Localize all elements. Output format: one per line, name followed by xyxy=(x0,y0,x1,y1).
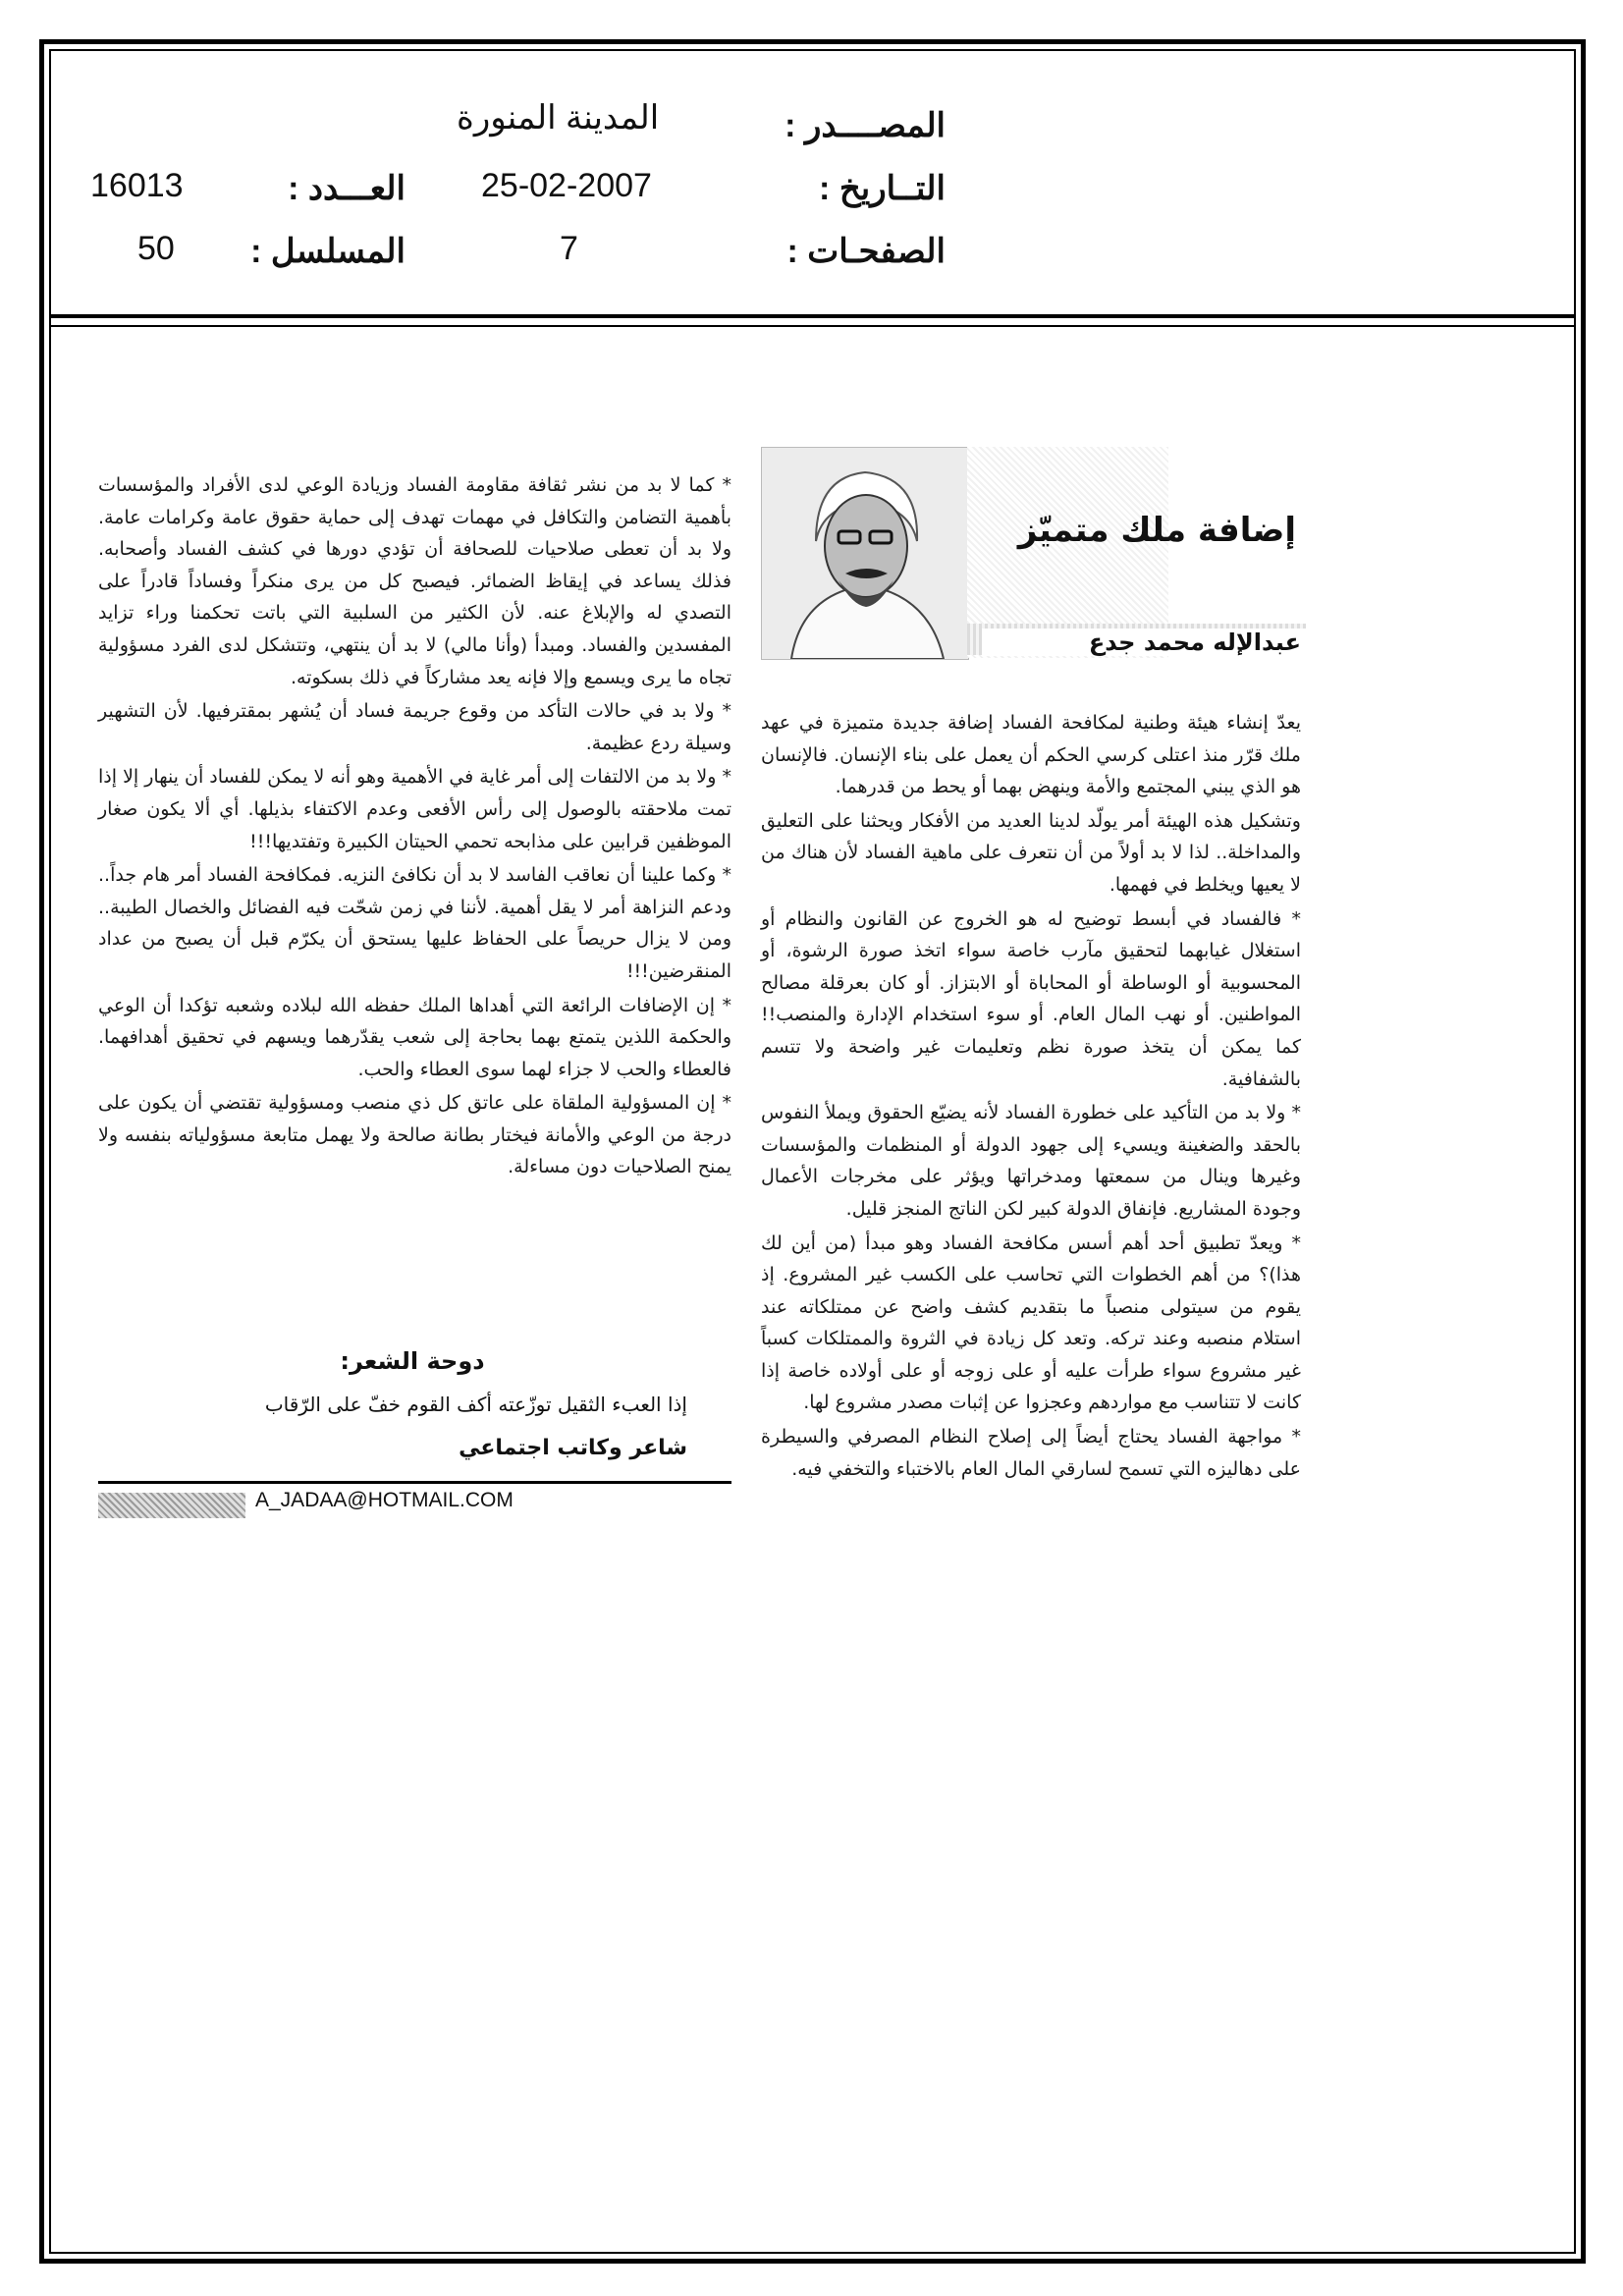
serial-label: المسلسل : xyxy=(250,233,406,270)
source-label: المصــــدر : xyxy=(784,107,946,144)
issue-label: العـــدد : xyxy=(288,170,406,207)
header-divider-thin xyxy=(49,325,1576,327)
paragraph: * ويعدّ تطبيق أحد أهم أسس مكافحة الفساد وهو مبدأ (من أين لك هذا)؟ من أهم الخطوات التي تحاسب على الكسب غير المشروع. إذ يقوم من سيتولى منصباً ما بتقديم كشف واضح عن ممتلكاته عند استلام منصبه وعند تركه. وتعد كل زيادة في الثروة والممتلكات كسباً غير مشروع سواء طرأت عليه أو على زوجه أو على أولاده خاصة إذا كانت لا تتناسب مع مواردهم وعجزوا عن إثبات مصدر مشروع لها. xyxy=(761,1231,1301,1414)
article-column-left xyxy=(98,469,731,1185)
paragraph: وتشكيل هذه الهيئة أمر يولّد لدينا العديد من الأفكار ويحثنا على التعليق والمداخلة.. لذا لا بد أولاً من أن نتعرف على ماهية الفساد لأن هناك من لا يعيها ويخلط في فهمها. xyxy=(761,809,1301,896)
author-email: A_JADAA@HOTMAIL.COM xyxy=(255,1489,514,1511)
article-title: إضافة ملك متميّز xyxy=(1017,511,1296,550)
signature-rule xyxy=(98,1481,731,1484)
author-photo xyxy=(761,447,969,660)
paragraph: * ولا بد في حالات التأكد من وقوع جريمة فساد أن يُشهر بمقترفيها. لأن التشهير وسيلة ردع عظيمة. xyxy=(98,700,731,754)
email-decoration xyxy=(98,1493,245,1518)
issue-value: 16013 xyxy=(90,167,184,204)
paragraph: * إن الإضافات الرائعة التي أهداها الملك حفظه الله لبلاده وشعبه تؤكدا أن الوعي والحكمة اللذين يتمتع بهما بحاجة إلى شعب يقدّرهما ويسهم في تحقيق أهدافهما. فالعطاء والحب لا جزاء لهما سوى العطاء والحب. xyxy=(98,994,731,1080)
source-value: المدينة المنورة xyxy=(457,99,660,137)
paragraph: يعدّ إنشاء هيئة وطنية لمكافحة الفساد إضافة جديدة متميزة في عهد ملك قرّر منذ اعتلى كرسي الحكم أن يعمل على بناء الإنسان. فالإنسان هو الذي يبني المجتمع والأمة وينهض بهما أو يحط من قدرهما. xyxy=(761,712,1301,798)
paragraph: * وكما علينا أن نعاقب الفاسد لا بد أن نكافئ النزيه. فمكافحة الفساد أمر هام جداً.. ودعم النزاهة أمر لا يقل أهمية. لأننا في زمن شحّت فيه الفضائل والخصال الطيبة.. ومن لا يزال حريصاً على الحفاظ عليها يستحق أن يكرّم قبل أن يصبح من عداد المنقرضين!!! xyxy=(98,864,731,982)
paragraph: * فالفساد في أبسط توضيح له هو الخروج عن القانون والنظام أو استغلال غيابهما لتحقيق مآرب خاصة سواء اتخذ صورة الرشوة، أو المحسوبية أو الوساطة أو المحاباة أو الابتزاز. أو كان بعرقلة مصالح المواطنين. أو نهب المال العام. أو سوء استخدام الإدارة والمنصب!! كما يمكن أن يتخذ صورة نظم وتعليمات غير واضحة ولا تتسم بالشفافية. xyxy=(761,907,1301,1090)
article-column-right xyxy=(761,707,1301,1487)
date-label: التــاريخ : xyxy=(819,170,946,207)
pages-label: الصفحـات : xyxy=(786,233,946,270)
paragraph: * إن المسؤولية الملقاة على عاتق كل ذي منصب ومسؤولية تقتضي أن يكون على درجة من الوعي والأمانة فيختار بطانة صالحة ولا يهمل متابعة مسؤولياته بنفسه ولا يمنح الصلاحيات دون مساءلة. xyxy=(98,1092,731,1178)
header-divider xyxy=(49,314,1576,318)
poem-title: دوحة الشعر: xyxy=(340,1347,485,1375)
paragraph: * ولا بد من التأكيد على خطورة الفساد لأنه يضيّع الحقوق ويملأ النفوس بالحقد والضغينة ويسيء إلى جهود الدولة أو المنظمات والمؤسسات وغيرها وينال من سمعتها ومدخراتها ويؤثر على مخرجات الأعمال وجودة المشاريع. فإنفاق الدولة كبير لكن الناتج المنجز قليل. xyxy=(761,1102,1301,1220)
serial-value: 50 xyxy=(137,230,175,267)
paragraph: * مواجهة الفساد يحتاج أيضاً إلى إصلاح النظام المصرفي والسيطرة على دهاليزه التي تسمح لسارقي المال العام بالاختباء والتخفي فيه. xyxy=(761,1426,1301,1480)
date-value: 25-02-2007 xyxy=(481,167,652,204)
poet-signature: شاعر وكاتب اجتماعي xyxy=(459,1436,687,1460)
pages-value: 7 xyxy=(560,230,578,267)
paragraph: * ولا بد من الالتفات إلى أمر غاية في الأهمية وهو أنه لا يمكن للفساد أن ينهار إلا إذا تمت ملاحقته بالوصول إلى رأس الأفعى وعدم الاكتفاء بذيلها. أي ألا يكون صغار الموظفين قرابين على مذابحه تحمي الحيتان الكبيرة وتفتديها!!! xyxy=(98,766,731,852)
article-author: عبدالإله محمد جدع xyxy=(982,629,1307,656)
paragraph: * كما لا بد من نشر ثقافة مقاومة الفساد وزيادة الوعي لدى الأفراد والمؤسسات بأهمية التضامن والتكافل في مهمات تهدف إلى حماية حقوق عامة وكرامات عامة. ولا بد أن تعطى صلاحيات للصحافة أن تؤدي دورها في كشف الفساد وأصحابه. فذلك يساعد في إيقاظ الضمائر. فيصبح كل من يرى منكراً وفساداً قادراً على التصدي له والإبلاغ عنه. لأن الكثير من السلبية التي باتت تحكمنا وراء تزايد المفسدين والفساد. ومبدأ (وأنا مالي) لا بد أن ينتهي، وتتشكل لدى الفرد مسؤولية تجاه ما يرى ويسمع وإلا فإنه يعد مشاركاً في ذلك بسكوته. xyxy=(98,474,731,688)
poem-line: إذا العبء الثقيل توزّعته أكف القوم خفّ على الرّقاب xyxy=(264,1393,687,1416)
